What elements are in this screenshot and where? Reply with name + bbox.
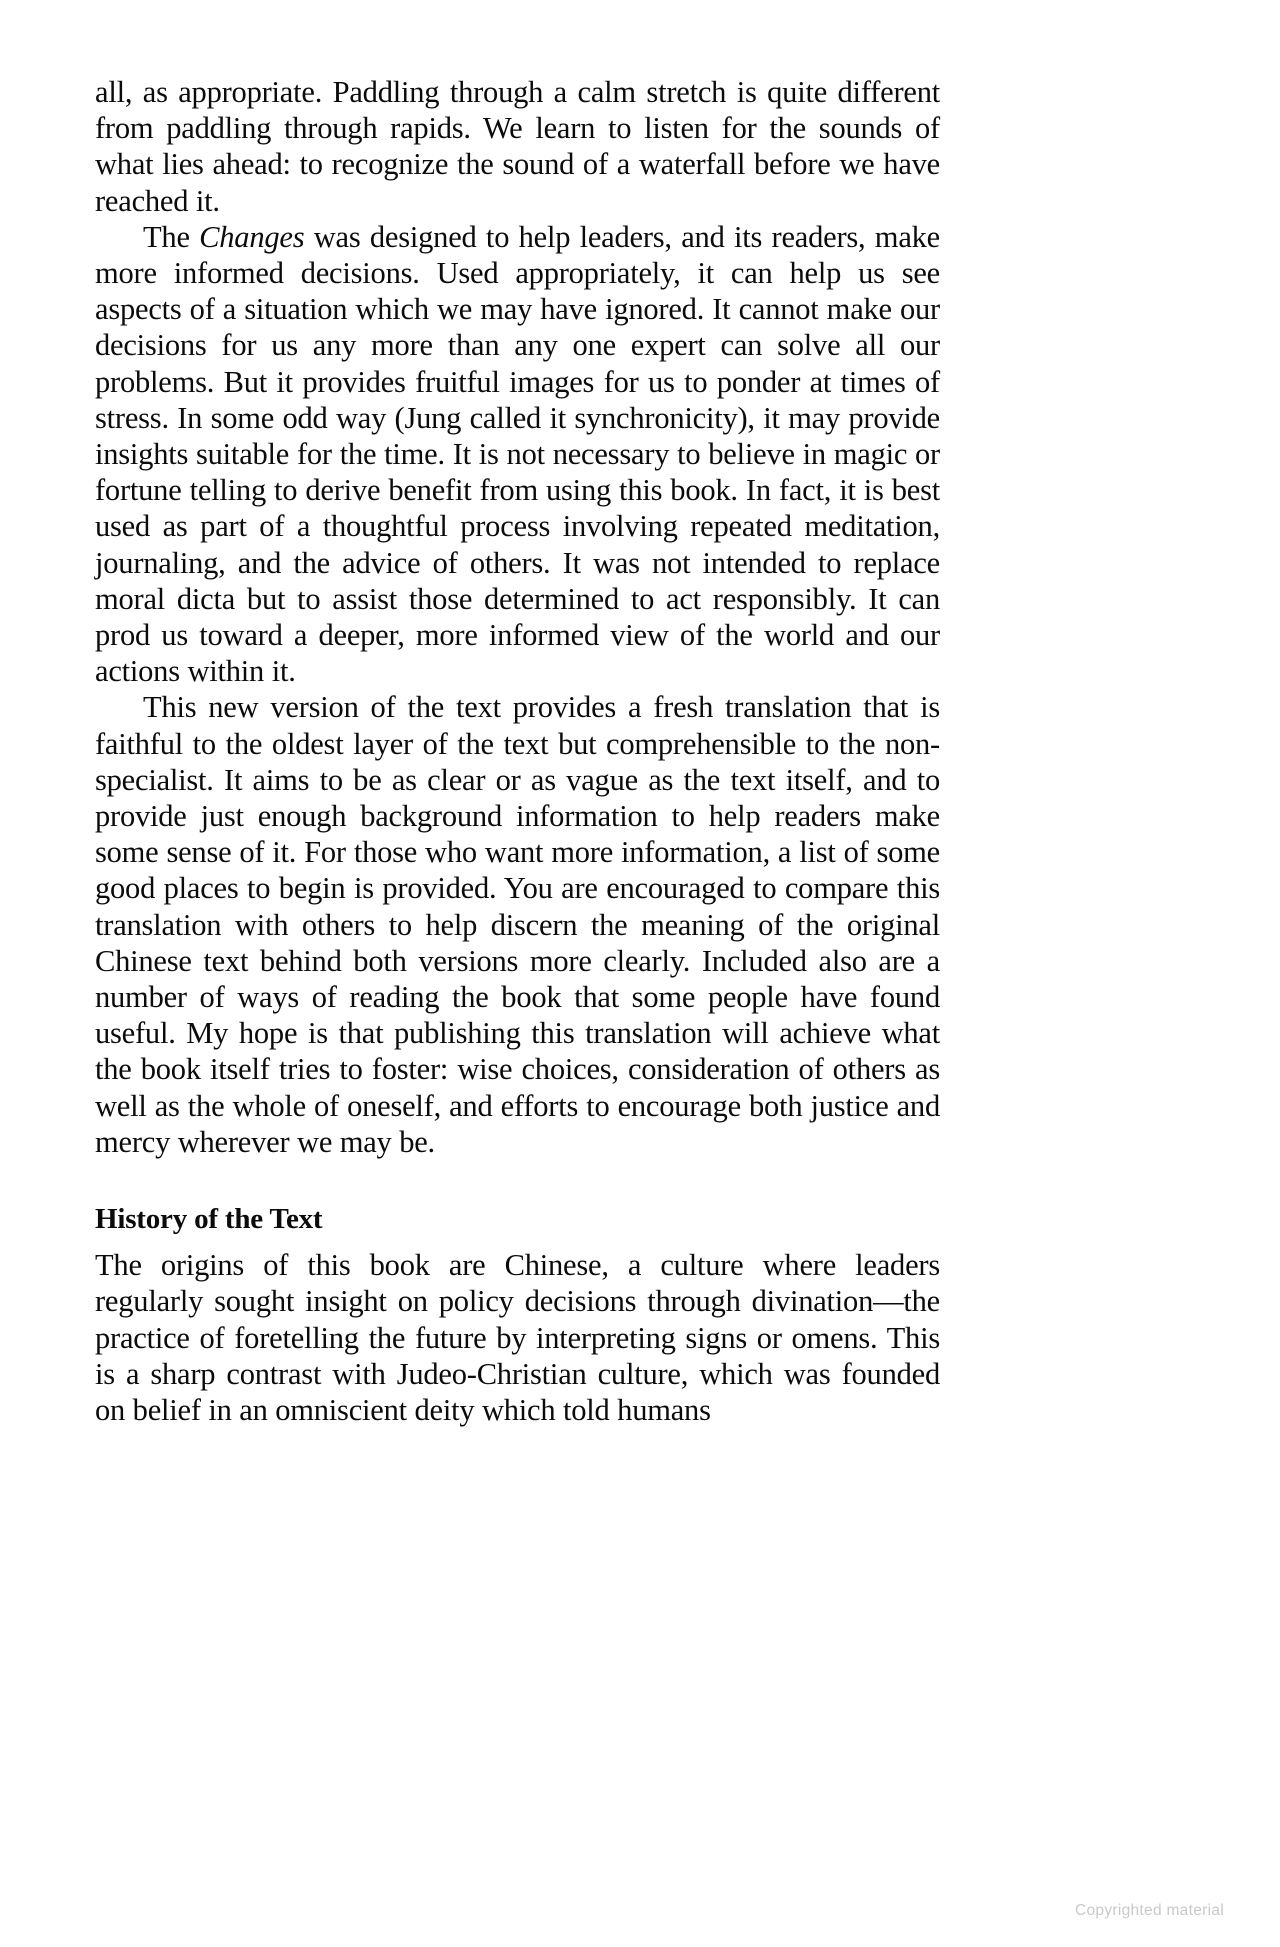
- paragraph-text-rest: was designed to help leaders, and its readers, make more informed decisions. Used appropriately, it can help us see aspects of a situation which we may have ignored. It cannot make our decisions for us any more than any one expert can solve all our problems. But it provides fruitful images for us to ponder at times of stress. In some odd way (Jung called it synchronicity), it may provide insights suitable for the time. It is not necessary to believe in magic or fortune telling to derive benefit from using this book. In fact, it is best used as part of a thoughtful process involving repeated meditation, journaling, and the advice of others. It was not intended to replace moral dicta but to assist those determined to act responsibly. It can prod us toward a deeper, more informed view of the world and our actions within it.: [95, 219, 940, 689]
- text-column: [95, 74, 940, 1428]
- copyright-watermark: Copyrighted material: [1074, 1902, 1224, 1919]
- paragraph-continuation: all, as appropriate. Paddling through a calm stretch is quite different from paddling through rapids. We learn to listen for the sounds of what lies ahead: to recognize the sound of a waterfall before we have reached it.: [95, 75, 940, 218]
- paragraph-new-version: This new version of the text provides a fresh translation that is faithful to the oldest layer of the text but comprehensible to the non-specialist. It aims to be as clear or as vague as the text itself, and to provide just enough background information to help readers make some sense of it. For those who want more information, a list of some good places to begin is provided. You are encouraged to compare this translation with others to help discern the meaning of the original Chinese text behind both versions more clearly. Included also are a number of ways of reading the book that some people have found useful. My hope is that publishing this translation will achieve what the book itself tries to foster: wise choices, consideration of others as well as the whole of oneself, and efforts to encourage both justice and mercy wherever we may be.: [95, 690, 940, 1159]
- paragraph-origins: The origins of this book are Chinese, a culture where leaders regularly sought insight on policy decisions through divination—the practice of foretelling the future by interpreting signs or omens. This is a sharp contrast with Judeo-Christian culture, which was founded on belief in an omniscient deity which told humans: [95, 1248, 940, 1427]
- paragraph-text-lead: The: [143, 219, 200, 254]
- heading-spacer-top: [95, 1160, 940, 1203]
- book-title-changes: Changes: [199, 219, 305, 254]
- section-heading-history-of-the-text: History of the Text: [95, 1203, 323, 1236]
- heading-spacer-bottom: [95, 1236, 940, 1247]
- paragraph-changes-design: [95, 219, 940, 690]
